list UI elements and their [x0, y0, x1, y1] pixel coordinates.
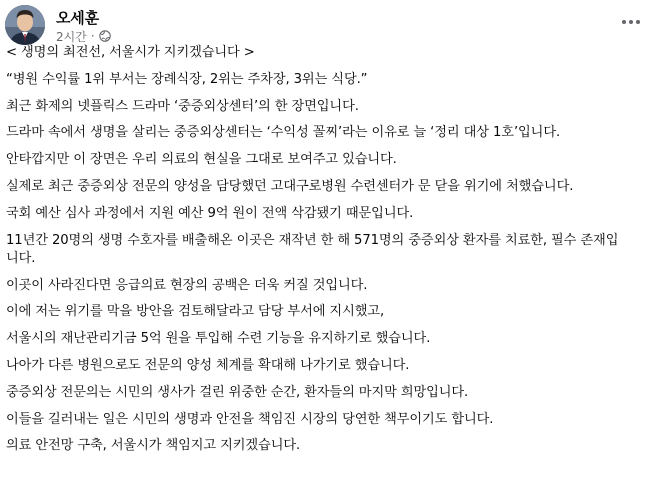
- post-body: [6, 44, 626, 464]
- post-paragraph: 중증외상 전문의는 시민의 생사가 걸린 위중한 순간, 환자들의 마지막 희망입니다.: [6, 384, 469, 400]
- more-dot: [629, 20, 633, 24]
- post-paragraph: 의료 안전망 구축, 서울시가 책임지고 지키겠습니다.: [6, 438, 301, 454]
- post-paragraph: 실제로 최근 중증외상 전문의 양성을 담당했던 고대구로병원 수련센터가 문 닫을 위기에 처했습니다.: [6, 178, 574, 194]
- post-meta: [56, 28, 111, 44]
- globe-icon[interactable]: [99, 30, 111, 42]
- post-paragraph: 서울시의 재난관리기금 5억 원을 투입해 수련 기능을 유지하기로 했습니다.: [6, 331, 431, 347]
- more-dot: [636, 20, 640, 24]
- avatar[interactable]: [5, 5, 45, 45]
- meta-separator: ·: [90, 29, 95, 43]
- post-paragraph: 안타깝지만 이 장면은 우리 의료의 현실을 그대로 보여주고 있습니다.: [6, 152, 397, 168]
- post-paragraph: “병원 수익률 1위 부서는 장례식장, 2위는 주차장, 3위는 식당.”: [6, 71, 368, 87]
- post-time[interactable]: 2시간: [56, 29, 87, 44]
- more-options-button[interactable]: [617, 10, 645, 34]
- post-paragraph: 국회 예산 심사 과정에서 지원 예산 9억 원이 전액 삭감됐기 때문입니다.: [6, 205, 414, 221]
- post-paragraph: < 생명의 최전선, 서울시가 지키겠습니다 >: [6, 45, 255, 60]
- post-header: [5, 4, 665, 46]
- post-paragraph: 드라마 속에서 생명을 살리는 중증외상센터는 ‘수익성 꼴찌’라는 이유로 늘 ‘정리 대상 1호’입니다.: [6, 125, 561, 141]
- post-paragraph: 11년간 20명의 생명 수호자를 배출해온 이곳은 재작년 한 해 571명의 중증외상 환자를 치료한, 필수 존재입니다.: [6, 232, 619, 266]
- post-paragraph: 이에 저는 위기를 막을 방안을 검토해달라고 담당 부서에 지시했고,: [6, 304, 385, 320]
- avatar-portrait: [5, 5, 45, 45]
- post-paragraph: 나아가 다른 병원으로도 전문의 양성 체계를 확대해 나가기로 했습니다.: [6, 357, 410, 373]
- more-dot: [622, 20, 626, 24]
- post-paragraph: 이들을 길러내는 일은 시민의 생명과 안전을 책임진 시장의 당연한 책무이기도 합니다.: [6, 411, 494, 427]
- post-paragraph: 이곳이 사라진다면 응급의료 현장의 공백은 더욱 커질 것입니다.: [6, 277, 368, 293]
- post-paragraph: 최근 화제의 넷플릭스 드라마 ‘중증외상센터’의 한 장면입니다.: [6, 98, 359, 114]
- author-name[interactable]: 오세훈: [56, 9, 99, 27]
